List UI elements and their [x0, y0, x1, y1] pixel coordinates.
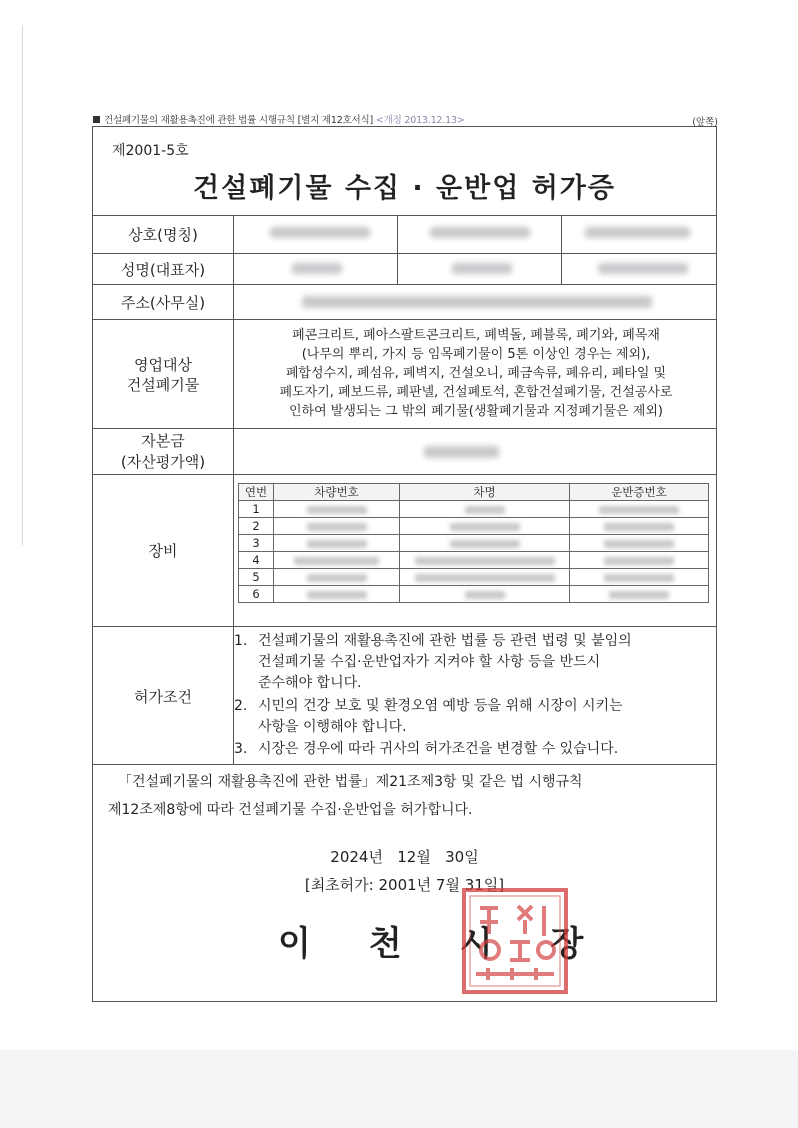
header-vehicle-number: 차량번호 — [274, 484, 400, 501]
square-bullet-icon — [93, 116, 100, 123]
revision-date: <개정 2013.12.13> — [375, 115, 465, 126]
table-row — [239, 552, 709, 569]
page-side-label: (앞쪽) — [692, 117, 718, 128]
table-row — [239, 518, 709, 535]
table-header-row — [239, 484, 709, 501]
document-number: 제2001-5호 — [112, 143, 189, 159]
label-target-waste: 영업대상 건설폐기물 — [126, 356, 200, 394]
label-equipment: 장비 — [148, 542, 178, 560]
row-divider — [93, 626, 716, 627]
form-law-text: 건설폐기물의 재활용촉진에 관한 법률 시행규칙 [별지 제12호서식] — [104, 115, 374, 126]
condition-number: 3. — [234, 741, 248, 757]
first-permit-date: [최초허가: 2001년 7월 31일] — [304, 876, 505, 894]
redacted-birth-date — [598, 263, 688, 274]
redacted-cell — [400, 552, 570, 569]
row-number: 2 — [239, 518, 274, 535]
condition-item-1 — [234, 631, 714, 694]
redacted-address — [302, 296, 652, 308]
row-divider — [93, 474, 716, 475]
grant-statement-line-2: 제12조제8항에 따라 건설폐기물 수집·운반업을 허가합니다. — [108, 802, 473, 818]
column-divider — [397, 215, 398, 284]
certificate-title: 건설폐기물 수집 · 운반업 허가증 — [193, 173, 616, 204]
redacted-cell — [400, 501, 570, 518]
row-divider — [93, 428, 716, 429]
redacted-company-name — [270, 227, 370, 238]
condition-text: 건설폐기물의 재활용촉진에 관한 법률 등 관련 법령 및 붙임의 건설폐기물 수집·운반업자가 지켜야 할 사항 등을 반드시 준수해야 합니다. — [258, 633, 632, 691]
row-divider — [93, 319, 716, 320]
column-divider — [561, 215, 562, 284]
table-row — [239, 501, 709, 518]
redacted-cell — [274, 535, 400, 552]
row-divider — [93, 284, 716, 285]
redacted-cell — [570, 586, 709, 603]
equipment-table — [238, 483, 709, 603]
label-capital: 자본금 (자산평가액) — [120, 432, 206, 471]
condition-number: 1. — [234, 633, 248, 649]
target-waste-list: 폐콘크리트, 폐아스팔트콘크리트, 폐벽돌, 폐블록, 폐기와, 폐목재 (나무의 뿌리, 가지 등 임목폐기물이 5톤 이상인 경우는 제외), 폐합성수지, 폐섬유, 폐벽지, 건설오니, 폐금속류, 폐유리, 폐타일 및 폐도자기, 폐보드류, 폐판넬, 건설폐토석, 혼합건설폐기물, 건설공사로 인하여 발생되는 그 밖의 폐기물(생활폐기물과 지정폐기물은 제외) — [279, 328, 673, 419]
redacted-cell — [274, 569, 400, 586]
row-number: 3 — [239, 535, 274, 552]
redacted-registration-number — [585, 227, 690, 238]
redacted-cell — [274, 552, 400, 569]
redacted-representative-name — [292, 263, 342, 274]
header-transport-cert: 운반증번호 — [570, 484, 709, 501]
condition-item-2 — [234, 696, 714, 738]
row-number: 4 — [239, 552, 274, 569]
condition-item-3 — [234, 739, 714, 760]
redacted-cell — [570, 552, 709, 569]
redacted-cell — [400, 569, 570, 586]
redacted-cell — [400, 518, 570, 535]
condition-text: 시민의 건강 보호 및 환경오염 예방 등을 위해 시장이 시키는 사항을 이행해야 합니다. — [258, 698, 623, 735]
redacted-cell — [274, 501, 400, 518]
redacted-cell — [570, 501, 709, 518]
redacted-cell — [400, 586, 570, 603]
table-row — [239, 586, 709, 603]
redacted-cell — [274, 518, 400, 535]
row-divider — [93, 764, 716, 765]
header-no: 연번 — [239, 484, 274, 501]
official-seal-stamp — [460, 886, 570, 996]
condition-text: 시장은 경우에 따라 귀사의 허가조건을 변경할 수 있습니다. — [258, 741, 619, 757]
page-edge-line — [22, 25, 23, 545]
issuer-name: 이천시장 — [278, 924, 642, 964]
issue-date: 2024년 12월 30일 — [330, 848, 479, 866]
seal-glyphs — [476, 906, 554, 980]
redacted-cell — [570, 569, 709, 586]
redacted-cell — [400, 535, 570, 552]
label-office-address: 주소(사무실) — [120, 294, 206, 312]
row-number: 1 — [239, 501, 274, 518]
row-divider — [93, 253, 716, 254]
row-number: 5 — [239, 569, 274, 586]
condition-number: 2. — [234, 698, 248, 714]
row-divider — [93, 215, 716, 216]
viewer-background — [0, 1050, 798, 1128]
form-label — [93, 112, 465, 126]
grant-statement-line-1: 「건설폐기물의 재활용촉진에 관한 법률」제21조제3항 및 같은 법 시행규칙 — [118, 774, 583, 790]
label-company-name: 상호(명칭) — [128, 226, 198, 244]
table-row — [239, 535, 709, 552]
label-conditions: 허가조건 — [134, 688, 192, 706]
header-vehicle-name: 차명 — [400, 484, 570, 501]
label-representative: 성명(대표자) — [120, 261, 206, 279]
redacted-capital-amount — [424, 446, 499, 458]
redacted-cell — [570, 535, 709, 552]
grant-statement — [108, 768, 708, 824]
row-number: 6 — [239, 586, 274, 603]
redacted-cell — [570, 518, 709, 535]
table-row — [239, 569, 709, 586]
redacted-company-type — [430, 227, 530, 238]
redacted-representative-name-2 — [452, 263, 512, 274]
redacted-cell — [274, 586, 400, 603]
